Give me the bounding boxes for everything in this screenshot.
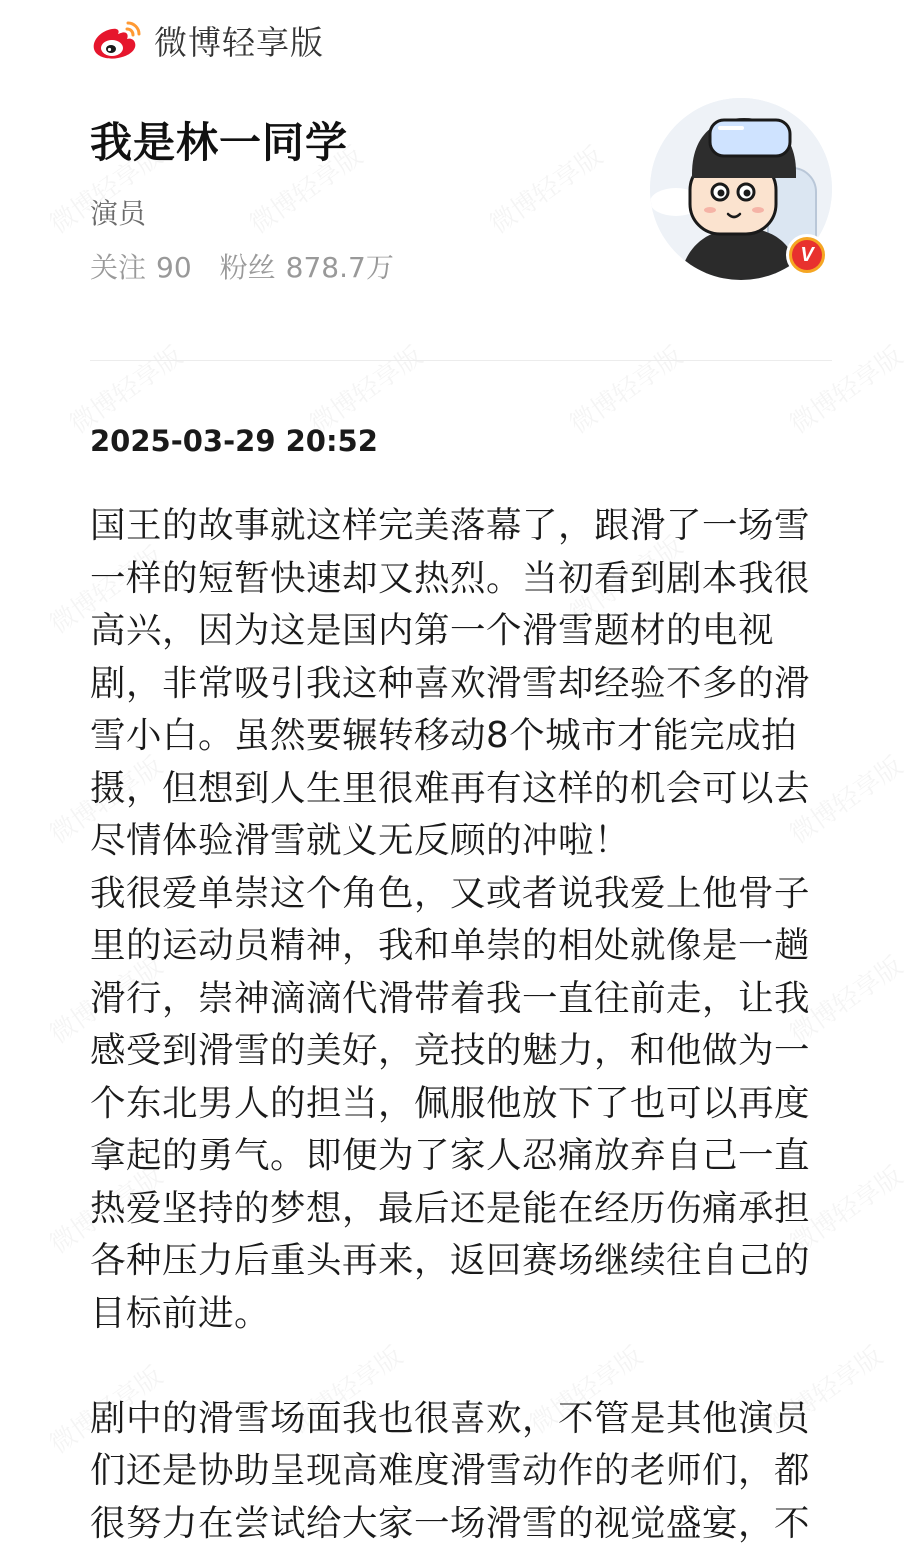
post-line: 高兴，因为这是国内第一个滑雪题材的电视 [90,605,832,658]
post-line: 国王的故事就这样完美落幕了，跟滑了一场雪 [90,500,832,553]
avatar[interactable] [650,98,832,280]
post-line: 雪小白。虽然要辗转移动8个城市才能完成拍 [90,710,832,763]
profile-role: 演员 [90,192,146,232]
followers-stat[interactable] [220,246,394,286]
post-timestamp: 2025-03-29 20:52 [90,424,378,458]
weibo-logo-icon [90,19,142,61]
post-line: 目标前进。 [90,1288,832,1341]
post-line: 剧，非常吸引我这种喜欢滑雪却经验不多的滑 [90,658,832,711]
watermark [481,136,609,241]
post-body [90,500,832,1550]
watermark [781,336,909,441]
verified-badge-label: V [792,240,822,270]
following-label: 关注 [90,251,146,284]
post-line: 里的运动员精神，我和单崇的相处就像是一趟 [90,920,832,973]
post-line: 个东北男人的担当，佩服他放下了也可以再度 [90,1078,832,1131]
post-line: 一样的短暂快速却又热烈。当初看到剧本我很 [90,553,832,606]
post-line: 滑行，崇神滴滴代滑带着我一直往前走，让我 [90,973,832,1026]
following-stat[interactable] [90,246,192,286]
post-line: 剧中的滑雪场面我也很喜欢，不管是其他演员 [90,1393,832,1446]
post-line: 拿起的勇气。即便为了家人忍痛放弃自己一直 [90,1130,832,1183]
post-line: 摄，但想到人生里很难再有这样的机会可以去 [90,763,832,816]
app-header [90,14,324,66]
followers-label: 粉丝 [220,251,276,284]
post-line: 各种压力后重头再来，返回赛场继续往自己的 [90,1235,832,1288]
post-line: 很努力在尝试给大家一场滑雪的视觉盛宴，不 [90,1498,832,1550]
post-line: 我很爱单崇这个角色，又或者说我爱上他骨子 [90,868,832,921]
following-count: 90 [156,251,192,284]
paragraph-gap [90,1340,832,1393]
post-line: 们还是协助呈现高难度滑雪动作的老师们，都 [90,1445,832,1498]
profile-username[interactable]: 我是林一同学 [90,110,348,170]
followers-count: 878.7万 [286,251,394,284]
app-name: 微博轻享版 [154,17,324,64]
divider [90,360,832,361]
watermark [561,336,689,441]
post-line: 感受到滑雪的美好，竞技的魅力，和他做为一 [90,1025,832,1078]
post-line: 热爱坚持的梦想，最后还是能在经历伤痛承担 [90,1183,832,1236]
post-line: 尽情体验滑雪就义无反顾的冲啦！ [90,815,832,868]
verified-badge-icon [786,234,828,276]
profile-stats [90,246,394,286]
